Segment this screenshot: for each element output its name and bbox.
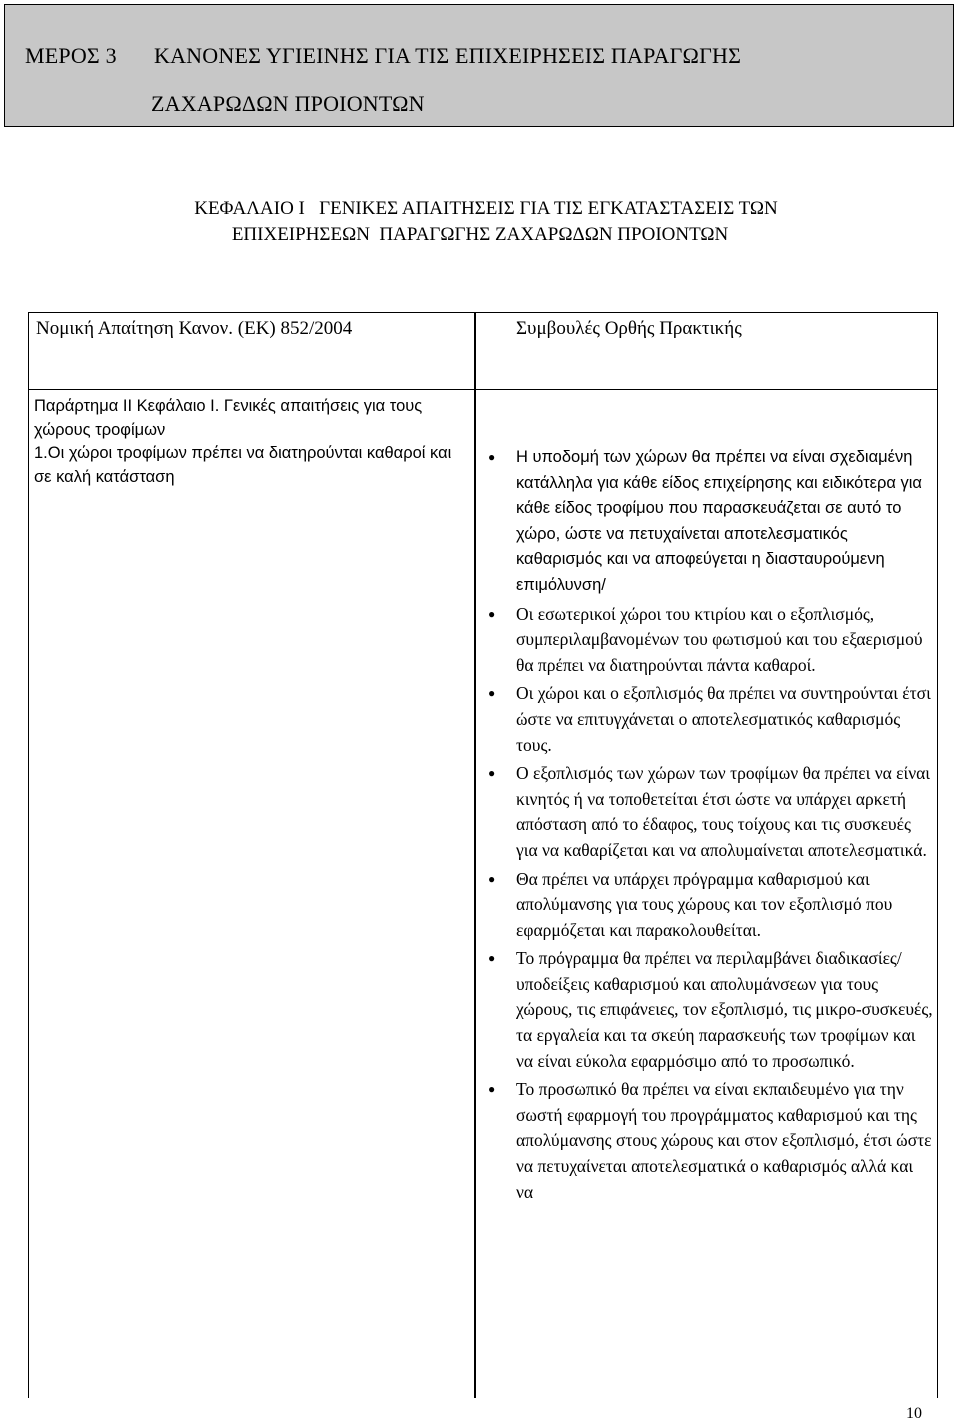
list-item-text: Θα πρέπει να υπάρχει πρόγραμμα καθαρισμού και απολύμανσης για τους χώρους και τον εξοπλισμό που εφαρμόζεται και παρακολουθείται. [516,868,893,940]
list-item-text: Οι χώροι και ο εξοπλισμός θα πρέπει να συντηρούνται έτσι ώστε να επιτυγχάνεται ο αποτελεσματικός καθαρισμός τους. [516,683,931,755]
list-item-text: Το πρόγραμμα θα πρέπει να περιλαμβάνει διαδικασίες/ υποδείξεις καθαρισμού και απολυμάνσεων για τους χώρους, τις επιφάνειες, τον εξοπλισμό, τις μικρο-συσκευές, τα εργαλεία και τα σκεύη παρασκευής των τροφίμων και να είναι εύκολα εφαρμόσιμο από το προσωπικό. [516,948,933,1071]
requirement-title: Παράρτημα ΙΙ Κεφάλαιο Ι. Γενικές απαιτήσεις για τους χώρους τροφίμων [34,397,423,439]
list-item [486,946,934,1074]
column-divider [474,313,476,1398]
list-item-text: Το προσωπικό θα πρέπει να είναι εκπαιδευμένο για την σωστή εφαρμογή του προγράμματος καθαρισμού και της απολύμανσης στους χώρους και στον εξοπλισμό, έτσι ώστε να πετυχαίνεται αποτελεσματικά ο καθαρισμός αλλά και να [516,1079,932,1202]
list-item [486,681,934,758]
list-item [486,445,934,599]
list-item [486,867,934,944]
chapter-heading-line2: ΕΠΙΧΕΙΡΗΣΕΩΝ ΠΑΡΑΓΩΓΗΣ ΖΑΧΑΡΩΔΩΝ ΠΡΟΙΟΝΤΩΝ [231,224,729,245]
bullet-icon: ● [488,686,496,701]
page-number: 10 [906,1405,922,1422]
list-item [486,1077,934,1205]
header-good-practice: Συμβουλές Ορθής Πρακτικής [516,318,742,339]
legal-requirement-cell [34,395,466,489]
part-title-line1: ΚΑΝΟΝΕΣ ΥΓΙΕΙΝΗΣ ΓΙΑ ΤΙΣ ΕΠΙΧΕΙΡΗΣΕΙΣ ΠΑΡΑΓΩΓΗΣ [154,43,742,68]
bullet-icon: ● [488,766,496,781]
list-item-text: Η υποδομή των χώρων θα πρέπει να είναι σχεδιαμένη κατάλληλα για κάθε είδος επιχείρησης και ειδικότερα για κάθε είδος τροφίμου που παρασκευάζεται σε αυτό το χώρο, ώστε να πετυχαίνεται αποτελεσματικός καθαρισμός και να αποφεύγεται η διασταυρούμενη επιμόλυνση/ [516,448,922,594]
bullet-icon: ● [488,606,496,621]
bullet-icon: ● [488,1082,496,1097]
list-item [486,761,934,863]
bullet-icon: ● [488,871,496,886]
bullet-icon: ● [488,450,496,464]
requirement-item: 1.Οι χώροι τροφίμων πρέπει να διατηρούνται καθαροί και σε καλή κατάσταση [34,444,452,486]
header-legal-requirement: Νομική Απαίτηση Κανον. (ΕΚ) 852/2004 [36,318,353,339]
list-item-text: Οι εσωτερικοί χώροι του κτιρίου και ο εξοπλισμός, συμπεριλαμβανομένων του φωτισμού και του εξαερισμού θα πρέπει να διατηρούνται πάντα καθαροί. [516,603,923,675]
part-number: ΜΕΡΟΣ 3 [25,43,117,68]
requirements-table [28,312,938,1398]
bullet-icon: ● [488,951,496,966]
title-banner [4,4,954,127]
good-practice-list [486,445,934,1205]
table-header-row [29,313,937,390]
list-item-text: Ο εξοπλισμός των χώρων των τροφίμων θα πρέπει να είναι κινητός ή να τοποθετείται έτσι ώστε να υπάρχει αρκετή απόσταση από το έδαφος, τους τοίχους και τις συσκευές για να καθαρίζεται και να απολυμαίνεται αποτελεσματικά. [516,763,930,860]
part-title-line2: ΖΑΧΑΡΩΔΩΝ ΠΡΟΙΟΝΤΩΝ [151,91,425,116]
list-item [486,602,934,679]
chapter-heading-line1: ΚΕΦΑΛΑΙΟ Ι ΓΕΝΙΚΕΣ ΑΠΑΙΤΗΣΕΙΣ ΓΙΑ ΤΙΣ ΕΓΚΑΤΑΣΤΑΣΕΙΣ ΤΩΝ [194,198,778,219]
good-practice-cell [486,445,934,1208]
